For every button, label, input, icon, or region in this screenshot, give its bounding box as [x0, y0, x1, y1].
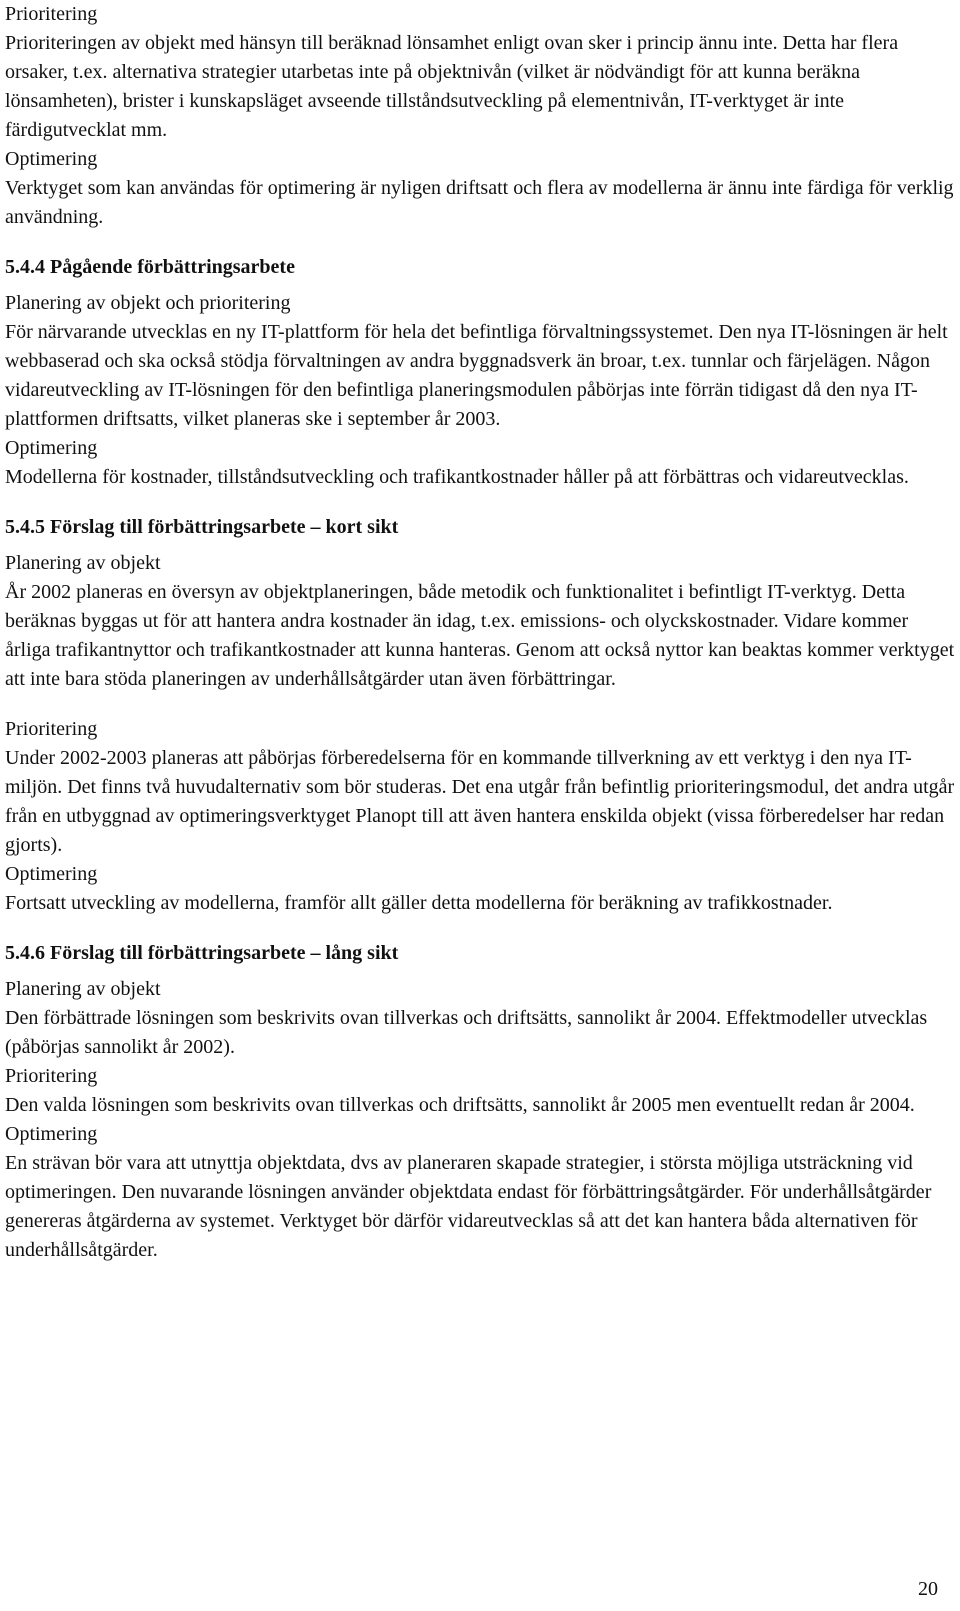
subheading-optimering: Optimering — [5, 863, 98, 885]
spacer — [5, 492, 955, 513]
paragraph: År 2002 planeras en översyn av objektplaneringen, både metodik och funktionalitet i befintligt IT-verktyg. Detta beräknas byggas ut för att hantera andra kostnader än idag, t.ex. emissions- och olyckskostnader. Vidare kommer årliga trafikantnyttor och trafikantkostnader att kunna hanteras. Genom att också nyttor kan beaktas kommer verktyget att inte bara stöda planeringen av underhållsåtgärder utan även förbättringar. — [5, 581, 955, 690]
paragraph: Verktyget som kan användas för optimering är nyligen driftsatt och flera av modellerna är ännu inte färdiga för verklig användning. — [5, 177, 954, 228]
spacer — [5, 542, 955, 549]
paragraph: Fortsatt utveckling av modellerna, framför allt gäller detta modellerna för beräkning av trafikkostnader. — [5, 892, 833, 914]
spacer — [5, 232, 955, 253]
subheading-prioritering: Prioritering — [5, 1065, 98, 1087]
subheading-optimering: Optimering — [5, 148, 98, 170]
spacer — [5, 968, 955, 975]
document-page — [5, 0, 955, 1265]
paragraph: Prioriteringen av objekt med hänsyn till beräknad lönsamhet enligt ovan sker i princip ännu inte. Detta har flera orsaker, t.ex. alternativa strategier utarbetas inte på objektnivån (vilket är nödvändigt för att kunna beräkna lönsamheten), brister i kunskapsläget avseende tillståndsutveckling på elementnivån, IT-verktyget är inte färdigutvecklat mm. — [5, 32, 899, 141]
paragraph: För närvarande utvecklas en ny IT-plattform för hela det befintliga förvaltningssystemet. Den nya IT-lösningen är helt webbaserad och ska också stödja förvaltningen av andra byggnadsverk än broar, t.ex. tunnlar och färjelägen. Någon vidareutveckling av IT-lösningen för den befintliga planeringsmodulen påbörjas inte förrän tidigast då den nya IT-plattformen driftsatts, vilket planeras ske i september år 2003. — [5, 321, 948, 430]
spacer — [5, 694, 955, 715]
spacer — [5, 918, 955, 939]
paragraph: Under 2002-2003 planeras att påbörjas förberedelserna för en kommande tillverkning av ett verktyg i den nya IT-miljön. Det finns två huvudalternativ som bör studeras. Det ena utgår från befintlig prioriteringsmodul, det andra utgår från en utbyggnad av optimeringsverktyget Planopt till att även hantera enskilda objekt (vissa förberedelser har redan gjorts). — [5, 747, 955, 856]
page-number: 20 — [918, 1578, 938, 1600]
subheading-prioritering: Prioritering — [5, 718, 98, 740]
subheading-prioritering: Prioritering — [5, 3, 98, 25]
paragraph: Den valda lösningen som beskrivits ovan tillverkas och driftsätts, sannolikt år 2005 men eventuellt redan år 2004. — [5, 1094, 915, 1116]
paragraph: Den förbättrade lösningen som beskrivits ovan tillverkas och driftsätts, sannolikt år 2004. Effektmodeller utvecklas (påbörjas sannolikt år 2002). — [5, 1007, 928, 1058]
subheading-optimering: Optimering — [5, 437, 98, 459]
subheading-planering-av-objekt: Planering av objekt — [5, 552, 161, 574]
section-heading-5-4-5: 5.4.5 Förslag till förbättringsarbete – kort sikt — [5, 516, 399, 538]
subheading-planering-av-objekt: Planering av objekt — [5, 978, 161, 1000]
paragraph: En strävan bör vara att utnyttja objektdata, dvs av planeraren skapade strategier, i största möjliga utsträckning vid optimeringen. Den nuvarande lösningen använder objektdata endast för förbättringsåtgärder. För underhållsåtgärder genereras åtgärderna av systemet. Verktyget bör därför vidareutvecklas så att det kan hantera båda alternativen för underhållsåtgärder. — [5, 1152, 932, 1261]
paragraph: Modellerna för kostnader, tillståndsutveckling och trafikantkostnader håller på att förbättras och vidareutvecklas. — [5, 466, 909, 488]
subheading-planering-prioritering: Planering av objekt och prioritering — [5, 292, 291, 314]
section-heading-5-4-4: 5.4.4 Pågående förbättringsarbete — [5, 256, 295, 278]
section-heading-5-4-6: 5.4.6 Förslag till förbättringsarbete – lång sikt — [5, 942, 399, 964]
subheading-optimering: Optimering — [5, 1123, 98, 1145]
spacer — [5, 282, 955, 289]
